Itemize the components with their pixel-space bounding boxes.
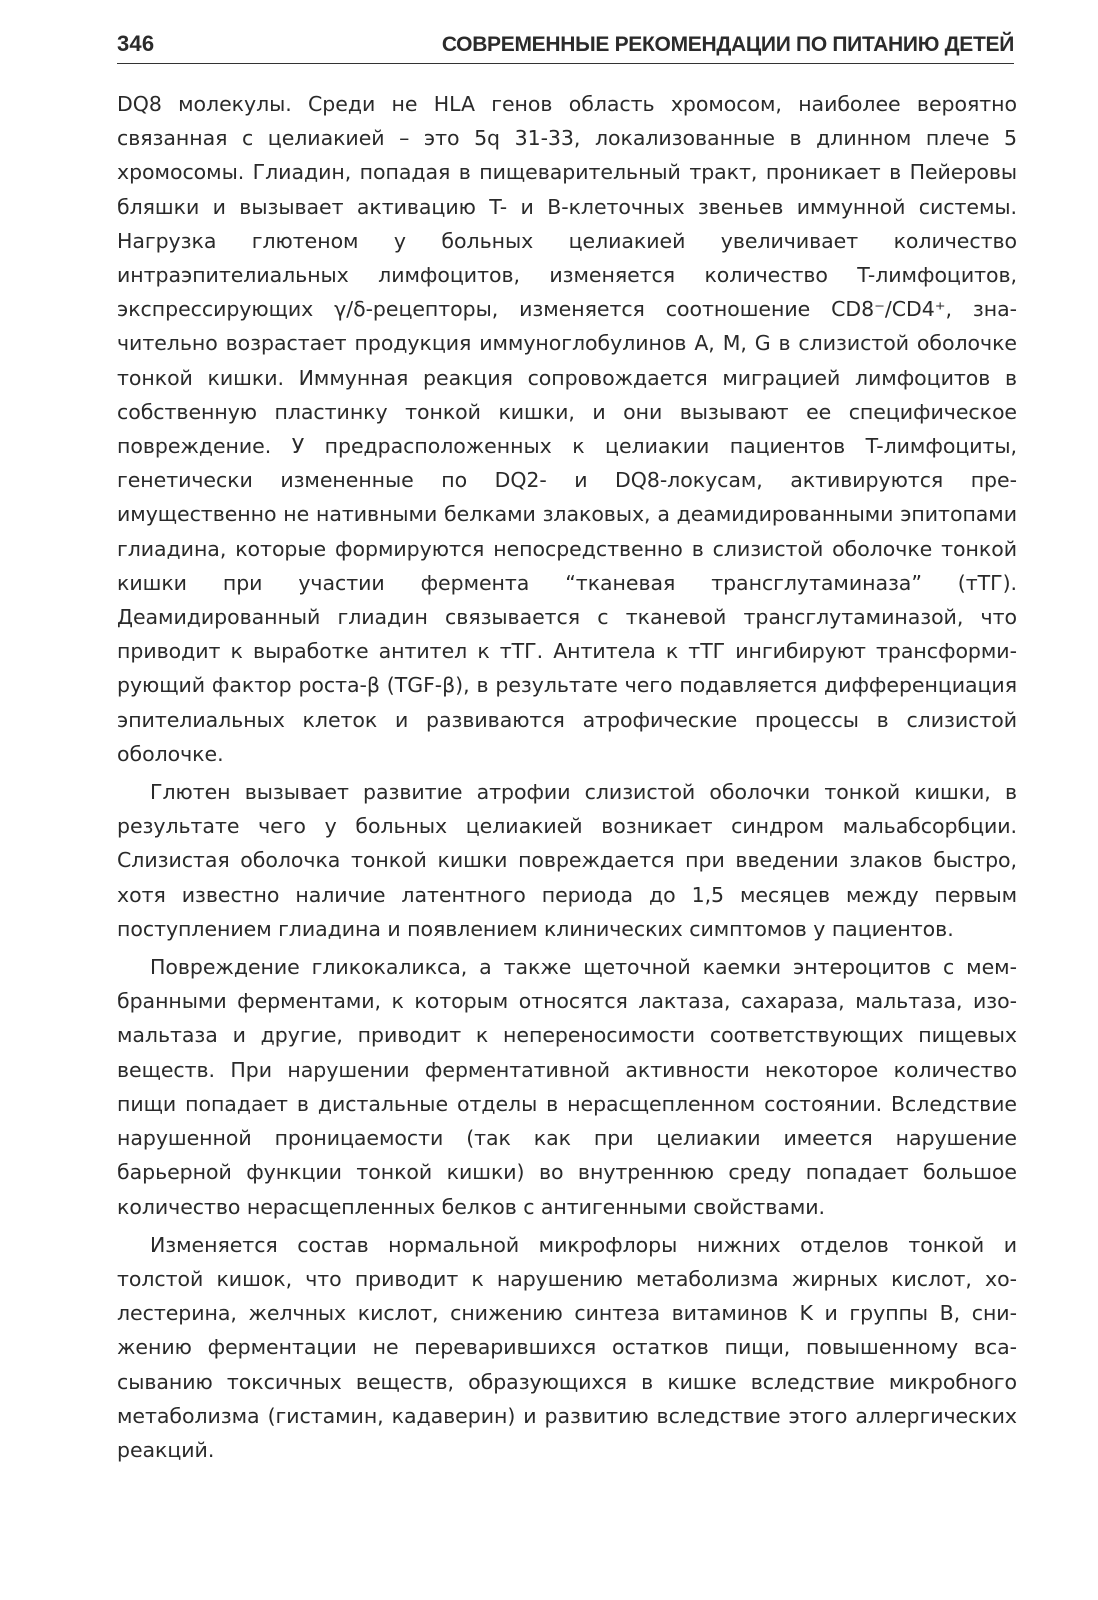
paragraph-1: DQ8 молекулы. Среди не HLA генов область хромосом, наиболее вероятно связанная с целиакией – это 5q 31-33, локализованные в длинном плече 5 хромосомы. Глиадин, попадая в пищеварительный тракт, проникает в Пейеровы бляшки и вызывает активацию T- и B-клеточных звеньев иммунной системы. Нагрузка глютеном у больных целиакией увеличивает количество интраэпителиальных лимфоцитов, изменяется количество T-лимфоцитов, экспрессирующих γ/δ-рецепторы, изменяется соотношение CD8⁻/CD4⁺, значительно возрастает продукция иммуноглобулинов A, M, G в слизистой оболочке тонкой кишки. Иммунная реакция сопровождается миграцией лимфоцитов в собственную пластинку тонкой кишки, и они вызывают ее специфическое повреждение. У предрасположенных к целиакии пациентов T-лимфоциты, генетически измененные по DQ2- и DQ8-локусам, активируются преимущественно не нативными белками злаковых, а деамидированными эпитопами глиадина, которые формируются непосредственно в слизистой оболочке тонкой кишки при участии фермента “тканевая трансглутаминаза” (тТГ). Деамидированный глиадин связывается с тканевой трансглутаминазой, что приводит к выработке антител к тТГ. Антитела к тТГ ингибируют трансформирующий фактор роста-β (TGF-β), в результате чего подавляется дифференциация эпителиальных клеток и развиваются атрофические процессы в слизистой оболочке. [117, 92, 1017, 766]
paragraph-3: Повреждение гликокаликса, а также щеточной каемки энтероцитов с мембранными ферментами, к которым относятся лактаза, сахараза, мальтаза, изомальтаза и другие, приводит к непереносимости соответствующих пищевых веществ. При нарушении ферментативной активности некоторое количество пищи попадает в дистальные отделы в нерасщепленном состоянии. Вследствие нарушенной проницаемости (так как при целиакии имеется нарушение барьерной функции тонкой кишки) во внутреннюю среду попадает большое количество нерасщепленных белков с антигенными свойствами. [117, 955, 1017, 1219]
paragraph-4: Изменяется состав нормальной микрофлоры нижних отделов тонкой и толстой кишок, что приводит к нарушению метаболизма жирных кислот, холестерина, желчных кислот, снижению синтеза витаминов K и группы B, снижению ферментации не переварившихся остатков пищи, повышенному всасыванию токсичных веществ, образующихся в кишке вследствие микробного метаболизма (гистамин, кадаверин) и развитию вследствие этого аллергических реакций. [117, 1232, 1017, 1462]
running-header [117, 28, 1014, 64]
paragraph-2: Глютен вызывает развитие атрофии слизистой оболочки тонкой кишки, в результате чего у больных целиакией возникает синдром мальабсорбции. Слизистая оболочка тонкой кишки повреждается при введении злаков быстро, хотя известно наличие латентного периода до 1,5 месяцев между первым поступлением глиадина и появлением клинических симптомов у пациентов. [117, 780, 1017, 941]
body-text [117, 87, 1017, 1467]
running-header-title: СОВРЕМЕННЫЕ РЕКОМЕНДАЦИИ ПО ПИТАНИЮ ДЕТЕЙ [441, 33, 1014, 56]
page-number: 346 [117, 31, 155, 56]
